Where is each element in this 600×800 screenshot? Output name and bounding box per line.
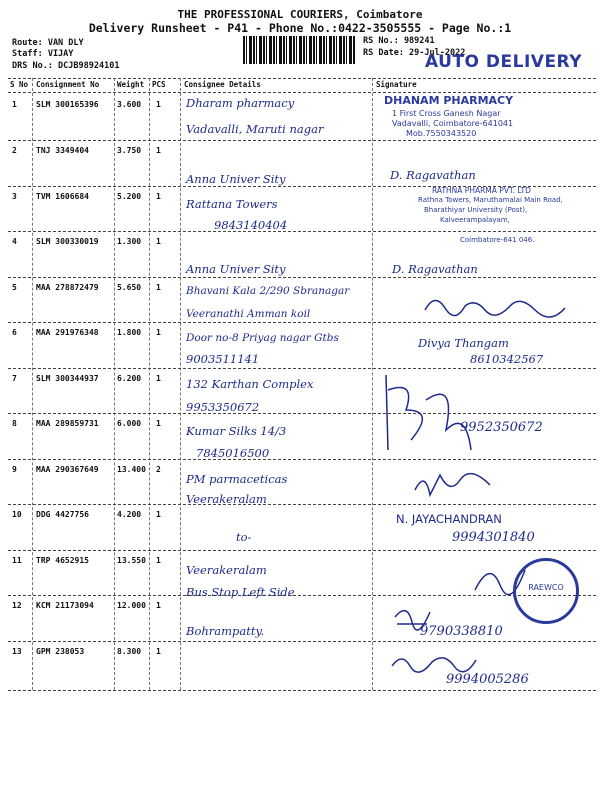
- row-weight: 8.300: [117, 647, 142, 656]
- row-consignment-no: SLM 300330019: [36, 237, 99, 246]
- row-weight: 13.550: [117, 556, 146, 565]
- row-consignment-no: TVM 1606684: [36, 192, 89, 201]
- runsheet-subtitle: Delivery Runsheet - P41 - Phone No.:0422-3505555 - Page No.:1: [88, 21, 512, 35]
- row-sno: 7: [12, 374, 17, 383]
- row-sno: 2: [12, 146, 17, 155]
- dhanam-stamp-line: Mob.7550343520: [406, 129, 477, 138]
- col-consignee: Consignee Details: [184, 80, 261, 89]
- handwritten-signature: Divya Thangam: [418, 336, 509, 350]
- handwritten-consignee: Dharam pharmacy: [186, 96, 295, 110]
- row-sno: 3: [12, 192, 17, 201]
- row-rule: [8, 277, 596, 278]
- rathna-stamp-line: Coimbatore-641 046.: [460, 236, 535, 244]
- row-pcs: 1: [156, 510, 161, 519]
- col-consignment: Consignment No: [36, 80, 100, 89]
- row-pcs: 1: [156, 100, 161, 109]
- handwritten-consignee: Bohrampatty.: [186, 624, 265, 638]
- row-rule: [8, 413, 596, 414]
- row-pcs: 1: [156, 419, 161, 428]
- row-pcs: 1: [156, 328, 161, 337]
- row-rule: [8, 459, 596, 460]
- barcode: [243, 36, 355, 64]
- row-sno: 1: [12, 100, 17, 109]
- row-consignment-no: MAA 290367649: [36, 465, 99, 474]
- route: Route: VAN DLY: [12, 38, 84, 48]
- row-pcs: 1: [156, 237, 161, 246]
- row-rule: [8, 231, 596, 232]
- col-divider: [180, 78, 181, 690]
- row-sno: 11: [12, 556, 22, 565]
- row-sno: 6: [12, 328, 17, 337]
- rs-number: RS No.: 989241: [363, 36, 435, 46]
- row-weight: 5.200: [117, 192, 142, 201]
- row-rule: [8, 322, 596, 323]
- row-rule: [8, 140, 596, 141]
- row-weight: 13.400: [117, 465, 146, 474]
- row-pcs: 1: [156, 647, 161, 656]
- handwritten-consignee: PM parmaceticas: [186, 472, 288, 486]
- row-pcs: 1: [156, 146, 161, 155]
- rathna-stamp-line: Kalveerampalayam,: [440, 216, 510, 224]
- handwritten-consignee: Door no-8 Priyag nagar Gtbs: [186, 332, 339, 344]
- row-sno: 5: [12, 283, 17, 292]
- staff: Staff: VIJAY: [12, 49, 74, 59]
- row-pcs: 2: [156, 465, 161, 474]
- dhanam-stamp-title: DHANAM PHARMACY: [384, 94, 514, 107]
- row-weight: 1.300: [117, 237, 142, 246]
- auto-delivery-stamp: AUTO DELIVERY: [425, 52, 583, 72]
- row-sno: 9: [12, 465, 17, 474]
- handwritten-consignee: Kumar Silks 14/3: [186, 424, 287, 438]
- handwritten-phone: 9994005286: [446, 672, 529, 687]
- handwritten-phone: 9790338810: [420, 624, 503, 639]
- row-weight: 3.750: [117, 146, 142, 155]
- handwritten-mark: to-: [236, 530, 252, 544]
- handwritten-consignee: Veerakeralam: [186, 492, 267, 506]
- handwritten-consignee: Bhavani Kala 2/290 Sbranagar: [186, 285, 350, 297]
- company-title: THE PROFESSIONAL COURIERS, Coimbatore: [177, 8, 423, 21]
- col-divider: [149, 78, 150, 690]
- drs-number: DRS No.: DCJB98924101: [12, 61, 120, 71]
- handwritten-consignee: Rattana Towers: [186, 197, 278, 211]
- handwritten-consignee: Veerakeralam: [186, 563, 267, 577]
- table-top-rule: [8, 78, 596, 79]
- handwritten-phone: 9003511141: [186, 352, 260, 366]
- handwritten-consignee: Veeranathi Amman koil: [186, 308, 311, 320]
- row-weight: 6.000: [117, 419, 142, 428]
- table-bottom-rule: [8, 690, 596, 691]
- row-rule: [8, 550, 596, 551]
- row-rule: [8, 368, 596, 369]
- row-consignment-no: MAA 291976348: [36, 328, 99, 337]
- rathna-stamp-title: RATHNA PHARMA PVT. LTD: [432, 186, 531, 195]
- signature-scribble: [410, 470, 500, 500]
- row-consignment-no: GPM 238053: [36, 647, 85, 656]
- rs-date: RS Date: 29-Jul-2022: [363, 48, 466, 58]
- row-sno: 4: [12, 237, 17, 246]
- row-consignment-no: MAA 289859731: [36, 419, 99, 428]
- row-consignment-no: TRP 4652915: [36, 556, 89, 565]
- handwritten-signature: D. Ragavathan: [392, 262, 478, 276]
- col-weight: Weight: [117, 80, 145, 89]
- handwritten-consignee: Vadavalli, Maruti nagar: [186, 122, 324, 136]
- col-divider: [114, 78, 115, 690]
- row-consignment-no: DDG 4427756: [36, 510, 89, 519]
- row-consignment-no: KCM 21173094: [36, 601, 94, 610]
- row-weight: 12.000: [117, 601, 146, 610]
- col-pcs: PCS: [152, 80, 166, 89]
- col-signature: Signature: [376, 80, 417, 89]
- row-sno: 12: [12, 601, 22, 610]
- row-consignment-no: TNJ 3349404: [36, 146, 89, 155]
- row-pcs: 1: [156, 556, 161, 565]
- handwritten-phone: 9994301840: [452, 530, 535, 545]
- handwritten-phone: 9843140404: [214, 218, 288, 232]
- row-weight: 5.650: [117, 283, 142, 292]
- handwritten-consignee: Anna Univer Sity: [186, 172, 286, 186]
- col-sno: S No: [10, 80, 29, 89]
- row-weight: 1.800: [117, 328, 142, 337]
- handwritten-consignee: Bus Stop Left Side: [186, 585, 295, 599]
- rathna-stamp-line: Rathna Towers, Maruthamalai Main Road,: [418, 196, 563, 204]
- row-pcs: 1: [156, 192, 161, 201]
- row-pcs: 1: [156, 601, 161, 610]
- handwritten-signature: N. JAYACHANDRAN: [396, 512, 502, 526]
- handwritten-phone: 9952350672: [460, 420, 543, 435]
- handwritten-consignee: Anna Univer Sity: [186, 262, 286, 276]
- row-weight: 4.200: [117, 510, 142, 519]
- row-pcs: 1: [156, 374, 161, 383]
- signature-scribble: [388, 650, 478, 674]
- row-rule: [8, 641, 596, 642]
- row-sno: 10: [12, 510, 22, 519]
- col-divider: [32, 78, 33, 690]
- row-sno: 8: [12, 419, 17, 428]
- row-weight: 6.200: [117, 374, 142, 383]
- rathna-stamp-line: Bharathiyar University (Post),: [424, 206, 528, 214]
- row-pcs: 1: [156, 283, 161, 292]
- handwritten-consignee: 132 Karthan Complex: [186, 377, 314, 391]
- row-consignment-no: SLM 300165396: [36, 100, 99, 109]
- handwritten-phone: 7845016500: [196, 446, 270, 460]
- row-rule: [8, 504, 596, 505]
- row-consignment-no: SLM 300344937: [36, 374, 99, 383]
- handwritten-signature: D. Ragavathan: [390, 168, 476, 182]
- signature-scribble: [420, 290, 570, 320]
- col-divider: [372, 78, 373, 690]
- header-rule: [8, 92, 596, 93]
- row-sno: 13: [12, 647, 22, 656]
- handwritten-phone: 8610342567: [470, 352, 544, 366]
- signature-scribble: [376, 370, 486, 460]
- company-seal: RAEWCO: [513, 558, 579, 624]
- dhanam-stamp-line: 1 First Cross Ganesh Nagar: [392, 109, 501, 118]
- handwritten-phone: 9953350672: [186, 400, 260, 414]
- row-weight: 3.600: [117, 100, 142, 109]
- row-consignment-no: MAA 278872479: [36, 283, 99, 292]
- dhanam-stamp-line: Vadavalli, Coimbatore-641041: [392, 119, 514, 128]
